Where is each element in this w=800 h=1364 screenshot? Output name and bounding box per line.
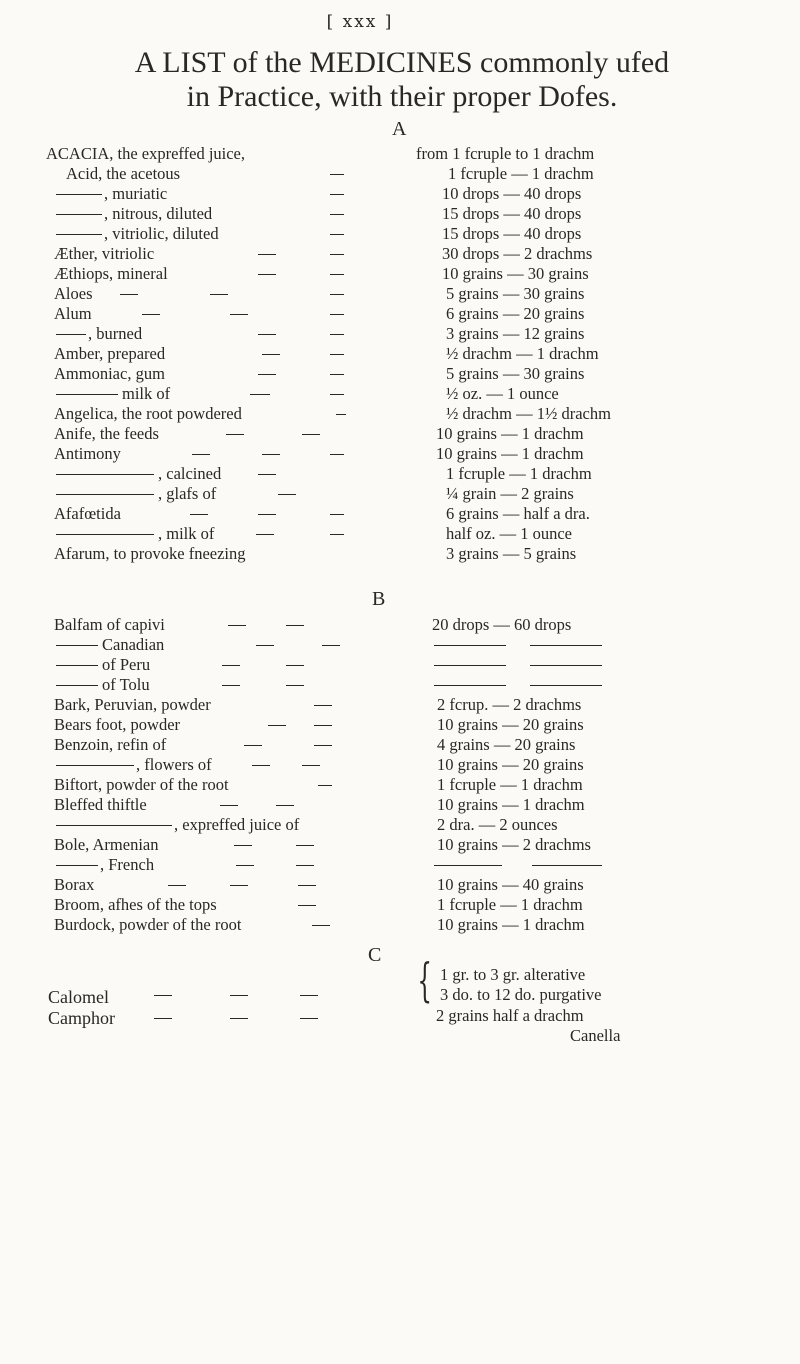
page-number: [ xxx ] [326, 12, 394, 32]
entry-name: Acid, the acetous [66, 164, 181, 183]
dash-leader [314, 745, 332, 746]
entry-dose: 3 grains — 5 grains [446, 544, 577, 563]
entry-name: , glafs of [158, 484, 217, 503]
dash-leader [192, 454, 210, 455]
dash-leader [120, 294, 138, 295]
entry-name: of Peru [102, 655, 151, 674]
dash-leader [252, 765, 270, 766]
entry-dose: 6 grains — half a dra. [446, 504, 590, 523]
dash-leader [210, 294, 228, 295]
entry-row [0, 163, 800, 184]
entry-row [0, 674, 800, 695]
ditto-line [56, 214, 102, 215]
dash-leader [268, 725, 286, 726]
entry-name: Angelica, the root powdered [54, 404, 242, 423]
dash-leader [258, 334, 276, 335]
entry-row [0, 323, 800, 344]
ditto-line [530, 645, 602, 646]
dash-leader [230, 885, 248, 886]
ditto-line [56, 334, 86, 335]
entry-name: Burdock, powder of the root [54, 915, 242, 934]
entry-dose: 1 fcruple — 1 drachm [446, 464, 592, 483]
entry-row [0, 343, 800, 364]
entry-row [0, 894, 800, 915]
dash-leader [298, 885, 316, 886]
entry-dose: half oz. — 1 ounce [446, 524, 572, 543]
entry-row [0, 814, 800, 835]
dash-leader [250, 394, 270, 395]
dash-leader [258, 254, 276, 255]
entry-name: Afarum, to provoke fneezing [54, 544, 246, 563]
entry-row [0, 774, 800, 795]
dash-leader [286, 625, 304, 626]
entry-dose: 10 grains — 1 drachm [436, 424, 584, 443]
dash-leader [330, 334, 344, 335]
dash-leader [330, 234, 344, 235]
dash-leader [312, 925, 330, 926]
section-letter-a: A [392, 118, 407, 140]
entry-name: Æther, vitriolic [54, 244, 155, 263]
entry-name: Anife, the feeds [54, 424, 159, 443]
entry-dose: ½ drachm — 1½ drachm [446, 404, 611, 423]
ditto-line [56, 825, 172, 826]
entry-row [0, 423, 800, 444]
entry-row [0, 223, 800, 244]
entry-dose: 1 fcruple — 1 drachm [448, 164, 594, 183]
entry-row [0, 543, 800, 564]
entry-name: , burned [88, 324, 143, 343]
ditto-line [434, 665, 506, 666]
ditto-line [434, 685, 506, 686]
dash-leader [318, 785, 332, 786]
dash-leader [330, 534, 344, 535]
dash-leader [230, 314, 248, 315]
entry-name: Ammoniac, gum [54, 364, 165, 383]
entry-dose: 15 drops — 40 drops [442, 204, 582, 223]
dash-leader [286, 665, 304, 666]
entry-row [0, 1005, 800, 1026]
entry-row [0, 403, 800, 424]
entry-row [0, 654, 800, 675]
entry-name: Biftort, powder of the root [54, 775, 229, 794]
brace: { [417, 953, 432, 1007]
ditto-line [56, 494, 154, 495]
entry-dose: from 1 fcruple to 1 drachm [416, 144, 595, 163]
entry-dose: 1 fcruple — 1 drachm [437, 895, 583, 914]
entry-row [0, 1025, 800, 1046]
entry-dose: 3 grains — 12 grains [446, 324, 585, 343]
dash-leader [256, 534, 274, 535]
entry-name: Camphor [48, 1008, 115, 1028]
dash-leader [330, 354, 344, 355]
entry-name: Bark, Peruvian, powder [54, 695, 211, 714]
dash-leader [330, 214, 344, 215]
entry-row [0, 523, 800, 544]
entry-dose: 10 grains — 1 drachm [437, 915, 585, 934]
ditto-line [56, 234, 102, 235]
entry-row [0, 874, 800, 895]
ditto-line [434, 865, 502, 866]
entry-dose: 10 grains — 2 drachms [437, 835, 591, 854]
entry-name: , nitrous, diluted [104, 204, 213, 223]
entry-dose: ¼ grain — 2 grains [446, 484, 574, 503]
dash-leader [330, 174, 344, 175]
dash-leader [236, 865, 254, 866]
entry-dose: 10 grains — 1 drachm [436, 444, 584, 463]
ditto-line [56, 474, 154, 475]
entry-dose: ½ drachm — 1 drachm [446, 344, 599, 363]
entry-dose: ½ oz. — 1 ounce [446, 384, 559, 403]
entry-row [0, 714, 800, 735]
entry-row [0, 203, 800, 224]
dash-leader [302, 434, 320, 435]
entry-dose: 10 grains — 1 drachm [437, 795, 585, 814]
entry-name: Antimony [54, 444, 121, 463]
ditto-line [530, 665, 602, 666]
entry-row [0, 734, 800, 755]
entry-dose: 15 drops — 40 drops [442, 224, 582, 243]
entry-row [0, 854, 800, 875]
ditto-line [530, 685, 602, 686]
entry-name: Aloes [54, 284, 93, 303]
dash-leader [258, 274, 276, 275]
entry-dose: 20 drops — 60 drops [432, 615, 572, 634]
entry-name: Benzoin, refin of [54, 735, 167, 754]
dash-leader [286, 685, 304, 686]
dash-leader [234, 845, 252, 846]
dash-leader [296, 865, 314, 866]
dash-leader [258, 514, 276, 515]
entry-name: Calomel [48, 987, 109, 1007]
dash-leader [142, 314, 160, 315]
entry-row [0, 483, 800, 504]
ditto-line [434, 645, 506, 646]
title-line-2: in Practice, with their proper Dofes. [186, 80, 618, 113]
entry-name: ACACIA, the expreffed juice, [46, 144, 246, 163]
dash-leader [262, 354, 280, 355]
entry-dose: 10 grains — 40 grains [437, 875, 584, 894]
dash-leader [330, 194, 344, 195]
entry-name: Bole, Armenian [54, 835, 159, 854]
ditto-line [56, 394, 118, 395]
entry-name: , flowers of [136, 755, 212, 774]
dash-leader [222, 685, 240, 686]
dash-leader [258, 474, 276, 475]
entry-dose: 5 grains — 30 grains [446, 364, 585, 383]
dash-leader [278, 494, 296, 495]
dash-leader [222, 665, 240, 666]
entry-row [0, 984, 800, 1005]
entry-row [0, 383, 800, 404]
dash-leader [330, 294, 344, 295]
entry-name: Canadian [102, 635, 165, 654]
entry-row [0, 694, 800, 715]
entry-row [0, 914, 800, 935]
dash-leader [262, 454, 280, 455]
ditto-line [56, 645, 98, 646]
ditto-line [56, 194, 102, 195]
entry-name: Æthiops, mineral [54, 264, 168, 283]
entry-row [0, 363, 800, 384]
entry-row [0, 794, 800, 815]
dash-leader [256, 645, 274, 646]
entry-dose: 5 grains — 30 grains [446, 284, 585, 303]
entry-name: , French [100, 855, 155, 874]
entry-name: , vitriolic, diluted [104, 224, 219, 243]
dash-leader [322, 645, 340, 646]
entry-dose: 10 grains — 20 grains [437, 755, 584, 774]
entry-dose: 2 fcrup. — 2 drachms [437, 695, 582, 714]
dash-leader [190, 514, 208, 515]
dash-leader [336, 414, 346, 415]
entry-row [0, 754, 800, 775]
entry-name: , calcined [158, 464, 222, 483]
dash-leader [244, 745, 262, 746]
entry-dose: 10 grains — 20 grains [437, 715, 584, 734]
entry-dose: 1 fcruple — 1 drachm [437, 775, 583, 794]
entry-name: Balfam of capivi [54, 615, 165, 634]
entry-row [0, 614, 800, 635]
entry-dose: 3 do. to 12 do. purgative [440, 985, 602, 1004]
entry-dose: 2 dra. — 2 ounces [437, 815, 558, 834]
dash-leader [168, 885, 186, 886]
dash-leader [330, 314, 344, 315]
ditto-line [56, 685, 98, 686]
entry-row [0, 463, 800, 484]
entry-name: of Tolu [102, 675, 150, 694]
dash-leader [300, 995, 318, 996]
dash-leader [220, 805, 238, 806]
dash-leader [228, 625, 246, 626]
section-letter-c: C [368, 944, 382, 966]
entry-dose: 2 grains half a drachm [436, 1006, 584, 1025]
entry-name: Borax [54, 875, 95, 894]
entry-name: Bears foot, powder [54, 715, 181, 734]
entry-row [0, 283, 800, 304]
dash-leader [330, 514, 344, 515]
dash-leader [258, 374, 276, 375]
entry-name: , expreffed juice of [174, 815, 300, 834]
entry-row [0, 834, 800, 855]
dash-leader [314, 705, 332, 706]
dash-leader [298, 905, 316, 906]
entry-dose: 10 grains — 30 grains [442, 264, 589, 283]
entry-dose: 10 drops — 40 drops [442, 184, 582, 203]
page-title [42, 46, 762, 114]
entry-dose: 6 grains — 20 grains [446, 304, 585, 323]
entry-row [0, 143, 800, 164]
section-letter-b: B [372, 588, 386, 610]
dash-leader [296, 845, 314, 846]
entry-row [0, 634, 800, 655]
dash-leader [330, 394, 344, 395]
entry-name: , muriatic [104, 184, 168, 203]
dash-leader [330, 274, 344, 275]
entry-dose: 4 grains — 20 grains [437, 735, 576, 754]
dash-leader [302, 765, 320, 766]
ditto-line [56, 865, 98, 866]
entry-name: Broom, afhes of the tops [54, 895, 217, 914]
ditto-line [56, 665, 98, 666]
dash-leader [330, 254, 344, 255]
entry-name: Amber, prepared [54, 344, 166, 363]
entry-name: Afafœtida [54, 504, 121, 523]
entry-row [0, 503, 800, 524]
entry-name: Bleffed thiftle [54, 795, 147, 814]
dash-leader [226, 434, 244, 435]
ditto-line [56, 534, 154, 535]
entry-row [0, 243, 800, 264]
entry-dose: Canella [570, 1026, 621, 1045]
entry-row [0, 964, 800, 985]
dash-leader [230, 995, 248, 996]
entry-name: Alum [54, 304, 92, 323]
dash-leader [330, 454, 344, 455]
dash-leader [330, 374, 344, 375]
entry-name: milk of [122, 384, 171, 403]
ditto-line [532, 865, 602, 866]
entry-name: , milk of [158, 524, 215, 543]
ditto-line [56, 765, 134, 766]
entry-dose: 1 gr. to 3 gr. alterative [440, 965, 586, 984]
entry-row [0, 183, 800, 204]
entry-row [0, 443, 800, 464]
dash-leader [154, 995, 172, 996]
dash-leader [314, 725, 332, 726]
entry-row [0, 263, 800, 284]
title-line-1: A LIST of the MEDICINES commonly ufed [134, 46, 670, 79]
entry-row [0, 303, 800, 324]
dash-leader [276, 805, 294, 806]
entry-dose: 30 drops — 2 drachms [442, 244, 593, 263]
